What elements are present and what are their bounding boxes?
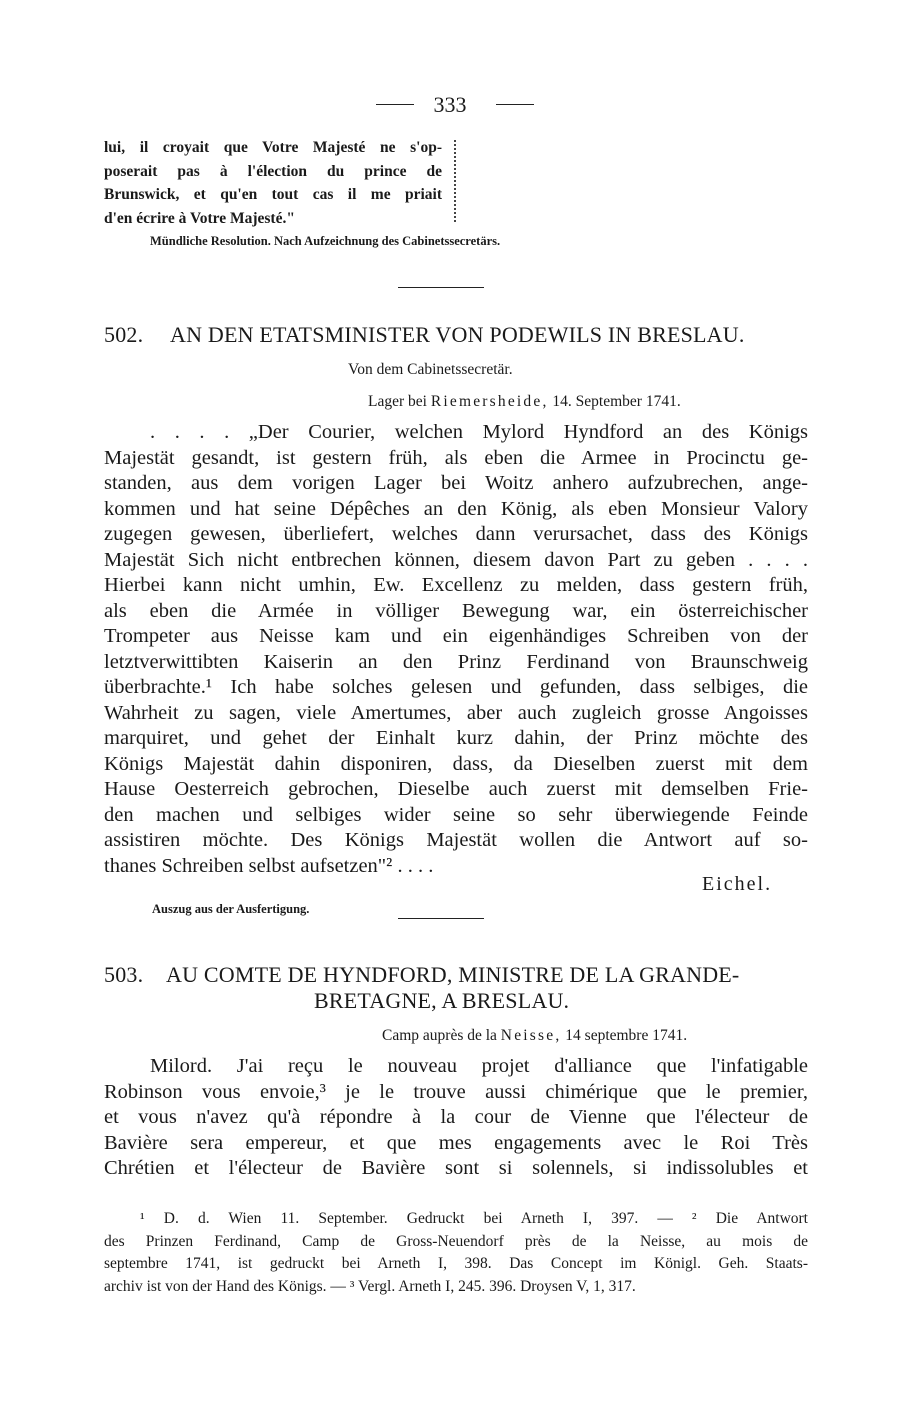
document-title-continued: BRETAGNE, A BRESLAU. xyxy=(314,988,570,1013)
text-line: als eben die Armée in völliger Bewegung war, ein österreichischer xyxy=(104,599,808,622)
text-line: d'en écrire à Votre Majesté." xyxy=(104,209,295,227)
text-line: Robinson vous envoie,³ je le trouve aussi chimérique que le premier, xyxy=(104,1080,808,1103)
text-line: marquiret, und gehet der Einhalt kurz dahin, der Prinz möchte des xyxy=(104,727,808,749)
document-sender: Von dem Cabinetssecretär. xyxy=(348,361,513,378)
footnote-line: archiv ist von der Hand des Königs. — ³ Vergl. Arneth I, 245. 396. Droysen V, 1, 317. xyxy=(104,1277,636,1295)
text-line: Brunswick, et qu'en tout cas il me priait xyxy=(104,186,442,203)
text-line: zugegen gewesen, überliefert, welches dann verursachet, dass des Königs xyxy=(104,523,808,545)
text-line: poserait pas à l'élection du prince de xyxy=(104,162,442,180)
document-number: 503. xyxy=(104,962,144,987)
text-line: Hause Oesterreich gebrochen, Dieselbe auch zuerst mit demselben Frie- xyxy=(104,778,808,800)
letter-body xyxy=(104,420,808,879)
letter-date: 14 septembre 1741. xyxy=(565,1027,688,1044)
signature: Eichel. xyxy=(702,873,773,895)
place-date-line xyxy=(382,1027,687,1045)
footnote-line: des Prinzen Ferdinand, Camp de Gross-Neuendorf près de la Neisse, au mois de xyxy=(104,1232,808,1250)
letter-body xyxy=(104,1054,808,1182)
document-title: AN DEN ETATSMINISTER VON PODEWILS IN BRESLAU. xyxy=(170,322,745,347)
text-line: Milord. J'ai reçu le nouveau projet d'alliance que l'infatigable xyxy=(150,1055,808,1077)
section-divider xyxy=(398,918,484,919)
text-line: . . . . „Der Courier, welchen Mylord Hyndford an des Königs xyxy=(150,421,808,443)
text-line: letztverwittibten Kaiserin an den Prinz Ferdinand von Braunschweig xyxy=(104,650,808,673)
text-line: kommen und hat seine Dépêches an den König, als eben Monsieur Valory xyxy=(104,497,808,520)
text-line: Hierbei kann nicht umhin, Ew. Excellenz zu melden, dass gestern früh, xyxy=(104,574,808,596)
text-line: Bavière sera empereur, et que mes engagements avec le Roi Très xyxy=(104,1131,808,1154)
previous-letter-end xyxy=(104,136,442,230)
text-line: Chrétien et l'électeur de Bavière sont si solennels, si indissolubles et xyxy=(104,1157,808,1179)
source-note: Mündliche Resolution. Nach Aufzeichnung des Cabinetssecretärs. xyxy=(150,234,501,248)
footnote-line: septembre 1741, ist gedruckt bei Arneth I, 398. Das Concept im Königl. Geh. Staats- xyxy=(104,1255,808,1272)
place-date-line xyxy=(368,393,681,411)
place-prefix: Camp auprès de la xyxy=(382,1027,497,1044)
text-line: Trompeter aus Neisse kam und ein eigenhändiges Schreiben von der xyxy=(104,625,808,647)
text-line: Majestät Sich nicht entbrechen können, diesem davon Part zu geben . . . . xyxy=(104,548,808,571)
document-title: AU COMTE DE HYNDFORD, MINISTRE DE LA GRANDE- xyxy=(166,962,740,987)
dotted-column-divider xyxy=(454,140,456,222)
letter-date: 14. September 1741. xyxy=(552,393,681,410)
place-name: Neisse, xyxy=(500,1027,562,1044)
text-line: assistiren möchte. Des Königs Majestät wollen die Antwort auf so- xyxy=(104,829,808,851)
place-prefix: Lager bei xyxy=(368,393,427,410)
text-line: et vous n'avez qu'à répondre à la cour de Vienne que l'électeur de xyxy=(104,1106,808,1128)
source-note: Auszug aus der Ausfertigung. xyxy=(152,902,310,916)
text-line: den machen und selbiges wider seine so sehr überwiegende Feinde xyxy=(104,803,808,826)
page-number: 333 xyxy=(433,92,467,117)
footnote-line: ¹ D. d. Wien 11. September. Gedruckt bei Arneth I, 397. — ² Die Antwort xyxy=(140,1210,808,1227)
text-line: Majestät gesandt, ist gestern früh, als eben die Armee in Procinctu ge- xyxy=(104,446,808,469)
document-number: 502. xyxy=(104,322,144,347)
text-line: lui, il croyait que Votre Majesté ne s'op- xyxy=(104,139,442,156)
text-line: Wahrheit zu sagen, viele Amertumes, aber auch zugleich grosse Angoisses xyxy=(104,701,808,724)
text-line: standen, aus dem vorigen Lager bei Woitz anhero aufzubrechen, ange- xyxy=(104,472,808,494)
footnotes xyxy=(104,1208,808,1298)
place-name: Riemersheide, xyxy=(430,393,549,410)
header-rule-right xyxy=(496,104,534,105)
text-line: Königs Majestät dahin disponiren, dass, da Dieselben zuerst mit dem xyxy=(104,752,808,775)
text-line: thanes Schreiben selbst aufsetzen"² . . . . xyxy=(104,854,434,877)
section-divider xyxy=(398,287,484,288)
text-line: überbrachte.¹ Ich habe solches gelesen und gefunden, dass selbiges, die xyxy=(104,676,808,698)
